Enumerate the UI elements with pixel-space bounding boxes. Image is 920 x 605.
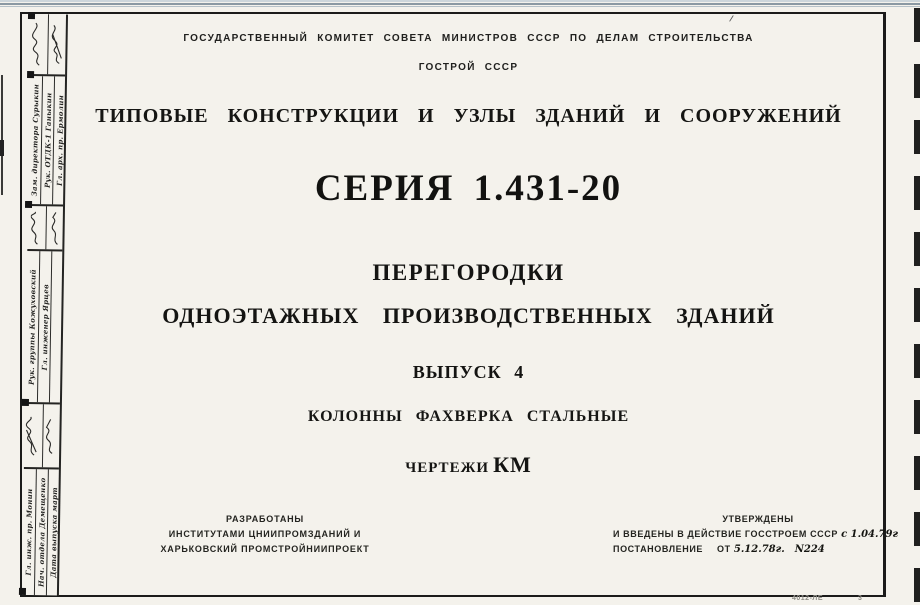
developed-line: ХАРЬКОВСКИЙ ПРОМСТРОЙНИИПРОЕКТ bbox=[160, 544, 370, 554]
footer-page-number: 3 bbox=[858, 595, 862, 602]
signature-cell bbox=[30, 14, 48, 74]
divider-tick bbox=[22, 399, 29, 406]
series-number: СЕРИЯ 1.431-20 bbox=[314, 168, 623, 209]
drawings-code: КМ bbox=[493, 452, 532, 477]
approved-line2 bbox=[613, 527, 903, 542]
divider-tick bbox=[25, 201, 32, 208]
approved-line3 bbox=[613, 542, 903, 557]
signature-block bbox=[24, 402, 60, 468]
stamp-cell-text: Гл. инженер Ярцев bbox=[39, 283, 50, 371]
stamp-cell-text: Зам. директора Сурыкин bbox=[29, 83, 41, 197]
stamp-cell-text: Рук. ОТДК-1 Ганыкин bbox=[42, 92, 53, 189]
signature-scribble bbox=[30, 22, 49, 66]
approved-block bbox=[613, 512, 903, 557]
developed-by-block bbox=[100, 512, 430, 557]
stamp-cell-text: Дата выпуска март bbox=[48, 487, 60, 578]
approved-line2-printed: И ВВЕДЕНЫ В ДЕЙСТВИЕ ГОССТРОЕМ СССР bbox=[613, 529, 838, 539]
signature-cell bbox=[24, 404, 43, 467]
developed-line: РАЗРАБОТАНЫ bbox=[225, 514, 305, 524]
stray-pen-tick: / bbox=[728, 13, 735, 24]
subject-partitions: ПЕРЕГОРОДКИ bbox=[372, 260, 565, 285]
signature-cell bbox=[27, 206, 46, 249]
gosstroy-header: ГОСТРОЙ СССР bbox=[418, 62, 519, 73]
signature-scribble bbox=[24, 415, 43, 455]
binding-edge-marks bbox=[914, 8, 920, 605]
stamp-cell-text: Нач. отдела Демещенко bbox=[36, 477, 47, 588]
stamp-cell-text: Гл. арх. пр. Ермолин bbox=[54, 94, 66, 187]
approved-resolution-date-hand: 5.12.78г. bbox=[733, 544, 785, 555]
footer-doc-code: 4012-ЛЕ bbox=[792, 595, 823, 602]
divider-tick bbox=[28, 12, 35, 19]
approved-from-label: ОТ bbox=[717, 544, 731, 554]
divider-tick bbox=[27, 71, 34, 78]
developed-line: ИНСТИТУТАМИ ЦНИИПРОМЗДАНИЙ И bbox=[168, 529, 362, 539]
drawings-line bbox=[57, 452, 880, 478]
issue-number: ВЫПУСК 4 bbox=[412, 362, 525, 382]
signature-scribble bbox=[27, 210, 46, 244]
stamp-cell-text: Гл. инж. пр. Монин bbox=[23, 488, 35, 576]
scan-left-mark bbox=[1, 75, 3, 195]
stamp-row bbox=[22, 467, 59, 596]
stamp-cell-text: Рук. группы Кожуховский bbox=[26, 268, 38, 385]
subtitle-columns: КОЛОННЫ ФАХВЕРКА СТАЛЬНЫЕ bbox=[307, 408, 630, 425]
approved-title: УТВЕРЖДЕНЫ bbox=[722, 514, 794, 524]
divider-tick bbox=[19, 588, 26, 595]
scan-left-blob bbox=[0, 140, 4, 156]
subject-buildings: ОДНОЭТАЖНЫХ ПРОИЗВОДСТВЕННЫХ ЗДАНИЙ bbox=[162, 303, 775, 328]
approved-date-hand: с 1.04.79г bbox=[841, 529, 899, 540]
typical-structures-title: ТИПОВЫЕ КОНСТРУКЦИИ И УЗЛЫ ЗДАНИЙ И СООРУЖЕНИЙ bbox=[95, 105, 842, 127]
approved-resolution-number-hand: N224 bbox=[794, 544, 825, 555]
committee-header: ГОСУДАРСТВЕННЫЙ КОМИТЕТ СОВЕТА МИНИСТРОВ СССР ПО ДЕЛАМ СТРОИТЕЛЬСТВА bbox=[183, 33, 754, 44]
drawings-label: ЧЕРТЕЖИ bbox=[405, 460, 490, 476]
approved-resolution-label: ПОСТАНОВЛЕНИЕ bbox=[613, 544, 704, 554]
